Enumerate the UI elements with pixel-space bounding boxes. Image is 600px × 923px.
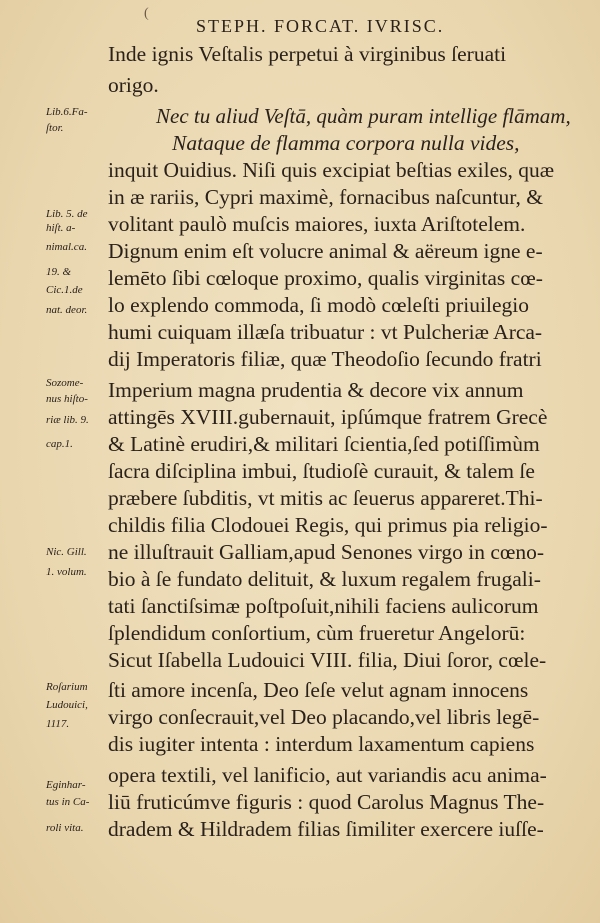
body-line: opera textili, vel lanificio, aut variandis acu anima- bbox=[108, 763, 547, 787]
margin-note: Lib. 5. de bbox=[46, 208, 88, 220]
body-line: tati ſanctiſsimæ poſtpoſuit,nihili faciens aulicorum bbox=[108, 594, 539, 618]
margin-note: cap.1. bbox=[46, 438, 73, 450]
margin-note: nimal.ca. bbox=[46, 241, 87, 253]
body-line: præbere ſubditis, vt mitis ac ſeuerus appareret.Thi- bbox=[108, 486, 543, 510]
body-line: liū fruticúmve figuris : quod Carolus Magnus The- bbox=[108, 790, 545, 814]
body-line: ſacra diſciplina imbui, ſtudioſè curauit, & talem ſe bbox=[108, 459, 535, 483]
margin-note: hiſt. a- bbox=[46, 222, 76, 234]
margin-note: roli vita. bbox=[46, 822, 84, 834]
margin-note: Sozome- bbox=[46, 377, 84, 389]
body-line: Nec tu aliud Veſtā, quàm puram intellige flāmam, bbox=[156, 104, 571, 128]
body-line: dij Imperatoris filiæ, quæ Theodoſio ſecundo fratri bbox=[108, 347, 542, 371]
body-line: lemēto ſibi cœloque proximo, qualis virginitas cœ- bbox=[108, 266, 543, 290]
body-line: Dignum enim eſt volucre animal & aëreum igne e- bbox=[108, 239, 543, 263]
body-line: Sicut Iſabella Ludouici VIII. filia, Diui ſoror, cœle- bbox=[108, 648, 547, 672]
margin-note: riæ lib. 9. bbox=[46, 414, 89, 426]
margin-note: Lib.6.Fa- bbox=[46, 106, 88, 118]
body-line: inquit Ouidius. Niſi quis excipiat beſtias exiles, quæ bbox=[108, 158, 555, 182]
body-line: Nataque de flamma corpora nulla vides, bbox=[172, 131, 520, 155]
margin-note: Ludouici, bbox=[46, 699, 88, 711]
margin-note: nus hiſto- bbox=[46, 393, 88, 405]
margin-note: tus in Ca- bbox=[46, 796, 90, 808]
body-line: humi cuiquam illæſa tribuatur : vt Pulcheriæ Arca- bbox=[108, 320, 543, 344]
body-line: virgo conſecrauit,vel Deo placando,vel libris legē- bbox=[108, 705, 540, 729]
margin-note: 1117. bbox=[46, 718, 70, 730]
body-line: Inde ignis Veſtalis perpetui à virginibus ſeruati bbox=[108, 42, 507, 66]
body-line: dis iugiter intenta : interdum laxamentum capiens bbox=[108, 732, 535, 756]
body-line: attingēs XVIII.gubernauit, ipſúmque fratrem Grecè bbox=[108, 405, 548, 429]
body-line: lo explendo commoda, ſi modò cœleſti priuilegio bbox=[108, 293, 529, 317]
margin-note: Eginhar- bbox=[46, 779, 86, 791]
body-line: volitant paulò muſcis maiores, iuxta Ariſtotelem. bbox=[108, 212, 526, 236]
margin-note: nat. deor. bbox=[46, 304, 88, 316]
body-line: Imperium magna prudentia & decore vix annum bbox=[108, 378, 524, 402]
body-line: ſti amore incenſa, Deo ſeſe velut agnam innocens bbox=[108, 678, 529, 702]
body-line: & Latinè erudiri,& militari ſcientia,ſed potiſſimùm bbox=[108, 432, 540, 456]
margin-note: Roſarium bbox=[46, 681, 88, 693]
body-line: dradem & Hildradem filias ſimiliter exercere iuſſe- bbox=[108, 817, 544, 841]
running-title: STEPH. FORCAT. IVRISC. bbox=[196, 16, 445, 36]
body-line: origo. bbox=[108, 73, 159, 97]
margin-note: Nic. Gill. bbox=[46, 546, 87, 558]
margin-note: 1. volum. bbox=[46, 566, 87, 578]
body-line: ne illuſtrauit Galliam,apud Senones virgo in cœno- bbox=[108, 540, 545, 564]
body-line: in æ rariis, Cypri maximè, fornacibus naſcuntur, & bbox=[108, 185, 544, 209]
body-line: childis filia Clodouei Regis, qui primus pia religio- bbox=[108, 513, 548, 537]
body-line: bio à ſe fundato delituit, & luxum regalem frugali- bbox=[108, 567, 541, 591]
margin-note: Cic.1.de bbox=[46, 284, 83, 296]
tick-mark: ( bbox=[144, 6, 149, 21]
margin-note: ſtor. bbox=[46, 122, 64, 134]
margin-note: 19. & bbox=[46, 266, 72, 278]
body-line: ſplendidum conſortium, cùm frueretur Angelorū: bbox=[108, 621, 526, 645]
